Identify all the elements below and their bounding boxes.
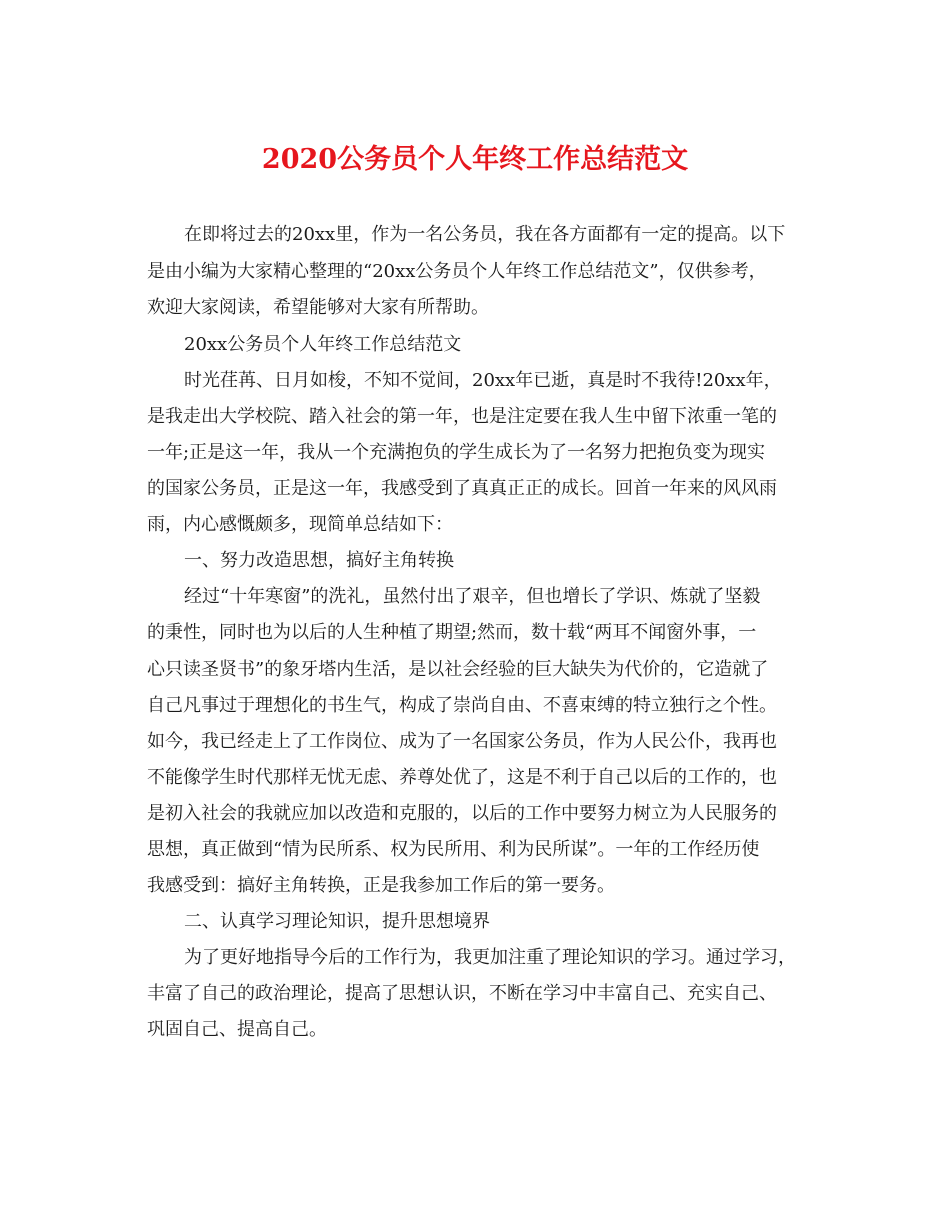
section1-line-2: 的秉性，同时也为以后的人生种植了期望;然而，数十载“两耳不闻窗外事，一 <box>147 622 757 643</box>
section2-line-2: 丰富了自己的政治理论，提高了思想认识，不断在学习中丰富自己、充实自己、 <box>147 983 777 1004</box>
document-title: 2020公务员个人年终工作总结范文 <box>261 144 689 175</box>
section1-line-7: 是初入社会的我就应加以改造和克服的，以后的工作中要努力树立为人民服务的 <box>147 803 777 824</box>
body-line-3: 一年;正是这一年，我从一个充满抱负的学生成长为了一名努力把抱负变为现实 <box>147 442 766 463</box>
section1-line-3: 心只读圣贤书”的象牙塔内生活，是以社会经验的巨大缺失为代价的，它造就了 <box>147 659 769 680</box>
intro-line-2: 是由小编为大家精心整理的“20xx公务员个人年终工作总结范文”，仅供参考， <box>147 261 767 282</box>
section1-line-9: 我感受到：搞好主角转换，正是我参加工作后的第一要务。 <box>147 875 615 896</box>
intro-line-3: 欢迎大家阅读，希望能够对大家有所帮助。 <box>147 297 489 318</box>
body-line-1: 时光荏苒、日月如梭，不知不觉间，20xx年已逝，真是时不我待!20xx年， <box>184 370 782 391</box>
body-line-2: 是我走出大学校院、踏入社会的第一年，也是注定要在我人生中留下浓重一笔的 <box>147 406 777 427</box>
section-heading-2: 二、认真学习理论知识，提升思想境界 <box>184 911 490 932</box>
section1-line-1: 经过“十年寒窗”的洗礼，虽然付出了艰辛，但也增长了学识、炼就了坚毅 <box>184 586 761 607</box>
section2-line-1: 为了更好地指导今后的工作行为，我更加注重了理论知识的学习。通过学习， <box>184 947 796 968</box>
body-line-4: 的国家公务员，正是这一年，我感受到了真真正正的成长。回首一年来的风风雨 <box>147 478 777 499</box>
section-heading-1: 一、努力改造思想，搞好主角转换 <box>184 550 454 571</box>
section1-line-5: 如今，我已经走上了工作岗位、成为了一名国家公务员，作为人民公仆，我再也 <box>147 731 777 752</box>
section1-line-8: 思想，真正做到“情为民所系、权为民所用、利为民所谋”。一年的工作经历使 <box>147 839 760 860</box>
section1-line-6: 不能像学生时代那样无忧无虑、养尊处优了，这是不利于自己以后的工作的，也 <box>147 767 777 788</box>
section1-line-4: 自己凡事过于理想化的书生气，构成了崇尚自由、不喜束缚的特立独行之个性。 <box>147 695 777 716</box>
intro-line-1: 在即将过去的20xx里，作为一名公务员，我在各方面都有一定的提高。以下 <box>184 224 786 245</box>
section2-line-3: 巩固自己、提高自己。 <box>147 1019 327 1040</box>
body-line-5: 雨，内心感慨颇多，现简单总结如下： <box>147 514 453 535</box>
subtitle-line: 20xx公务员个人年终工作总结范文 <box>184 334 462 355</box>
